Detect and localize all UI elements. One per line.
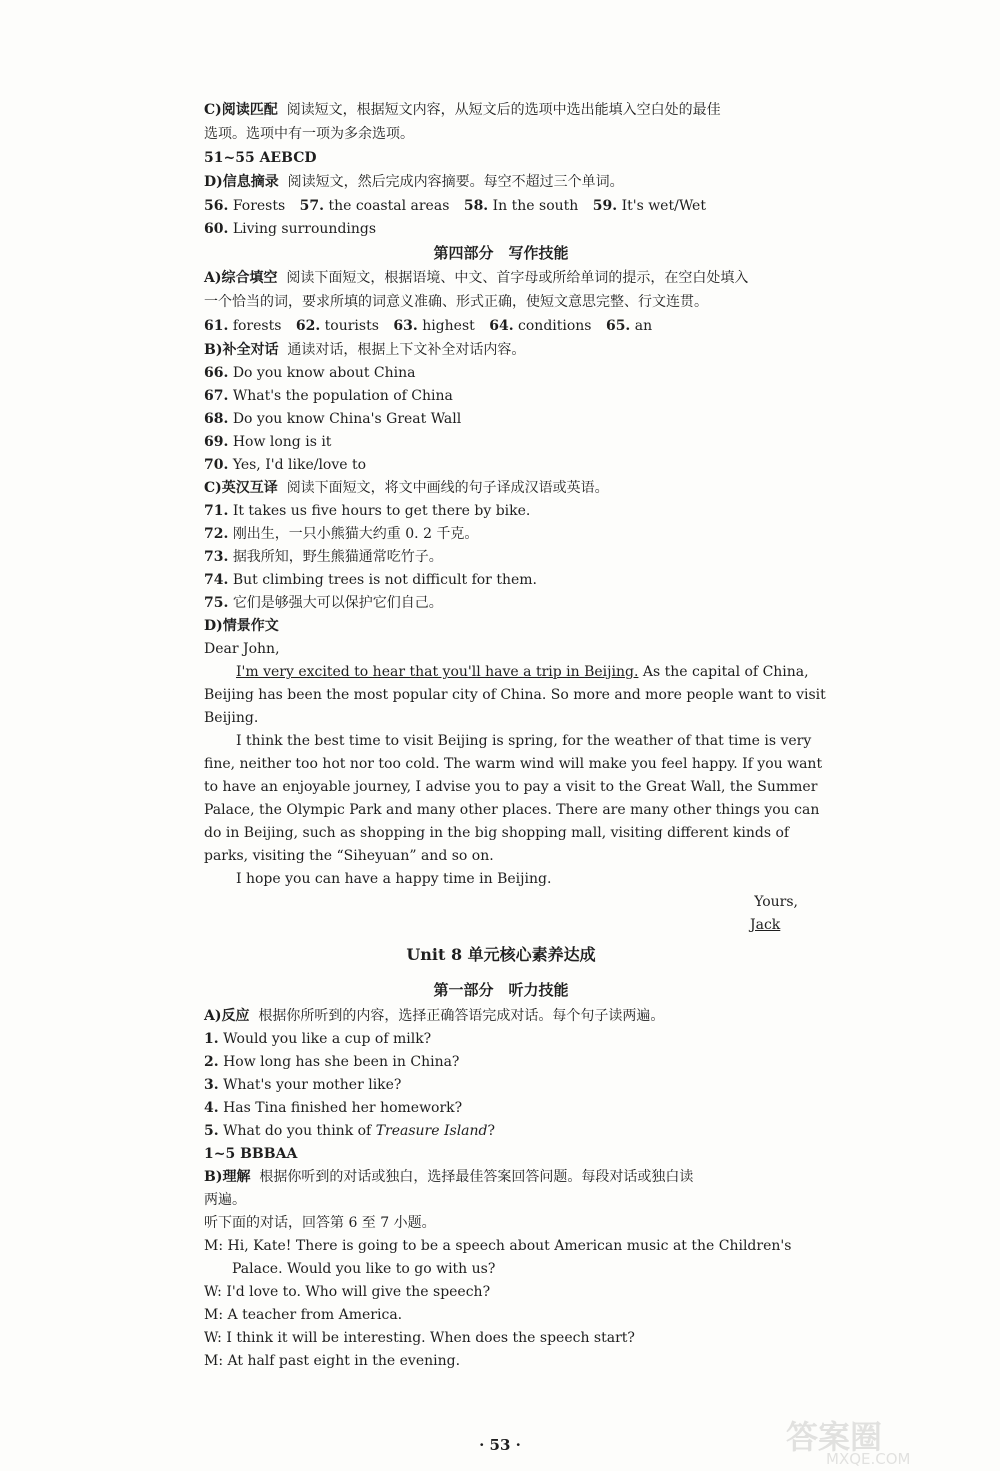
dialog-line: W: I'd love to. Who will give the speech?: [204, 1284, 491, 1300]
underlined-sentence: I'm very excited to hear that you'll have a trip in Beijing.: [236, 664, 639, 680]
letter-line: Palace, the Olympic Park and many other places. There are many other things you can: [204, 802, 820, 818]
section-u8b-instructions: B)理解 根据你听到的对话或独白，选择最佳答案回答问题。每段对话或独白读: [204, 1169, 694, 1185]
section-3c-instructions-cont: 选项。选项中有一项为多余选项。: [204, 126, 414, 142]
page-number: · 53 ·: [479, 1436, 521, 1454]
answer-74: 74. But climbing trees is not difficult for them.: [204, 572, 537, 588]
part-4-heading: 第四部分 写作技能: [433, 244, 569, 262]
letter-line: parks, visiting the “Siheyuan” and so on.: [204, 848, 494, 864]
section-4a-instructions: A)综合填空 阅读下面短文，根据语境、中文、首字母或所给单词的提示，在空白处填入: [204, 270, 749, 286]
answer-66: 66. Do you know about China: [204, 365, 416, 381]
dialog-intro: 听下面的对话，回答第 6 至 7 小题。: [204, 1215, 436, 1231]
question-4: 4. Has Tina finished her homework?: [204, 1100, 463, 1116]
answers-56-59: 56. Forests 57. the coastal areas 58. In the south 59. It's wet/Wet: [204, 198, 706, 214]
answer-73: 73. 据我所知，野生熊猫通常吃竹子。: [204, 549, 443, 565]
letter-line: Beijing has been the most popular city of China. So more and more people want to visit: [204, 687, 826, 703]
answer-70: 70. Yes, I'd like/love to: [204, 457, 367, 473]
dialog-line: M: At half past eight in the evening.: [204, 1353, 461, 1369]
letter-line: Beijing.: [204, 710, 259, 726]
section-title: A)反应: [204, 1008, 250, 1024]
section-u8b-instructions-cont: 两遍。: [204, 1192, 246, 1208]
section-title: C)阅读匹配: [204, 102, 278, 118]
letter-line: do in Beijing, such as shopping in the big shopping mall, visiting different kinds of: [204, 825, 790, 841]
section-title: B)补全对话: [204, 342, 279, 358]
section-4b-instructions: B)补全对话 通读对话，根据上下文补全对话内容。: [204, 342, 526, 358]
answer-67: 67. What's the population of China: [204, 388, 453, 404]
answers-61-65: 61. forests 62. tourists 63. highest 64. conditions 65. an: [204, 318, 653, 334]
section-3c-instructions: C)阅读匹配 阅读短文，根据短文内容，从短文后的选项中选出能填入空白处的最佳: [204, 102, 721, 118]
section-title: A)综合填空: [204, 270, 278, 286]
watermark-logo: [766, 1410, 986, 1468]
question-2: 2. How long has she been in China?: [204, 1054, 460, 1070]
letter-line: to have an enjoyable journey, I advise you to pay a visit to the Great Wall, the Summer: [204, 779, 818, 795]
letter-line: fine, neither too hot nor too cold. The warm wind will make you feel happy. If you want: [204, 756, 823, 772]
section-3d-instructions: D)信息摘录 阅读短文，然后完成内容摘要。每空不超过三个单词。: [204, 174, 624, 190]
answer-75: 75. 它们是够强大可以保护它们自己。: [204, 595, 443, 611]
section-4a-instructions-cont: 一个恰当的词，要求所填的词意义准确、形式正确，使短文意思完整、行文连贯。: [204, 294, 708, 310]
answer-51-55: 51~55 AEBCD: [204, 150, 317, 166]
question-5: 5. What do you think of Treasure Island?: [204, 1123, 496, 1139]
dialog-line: Palace. Would you like to go with us?: [232, 1261, 496, 1277]
dialog-line: W: I think it will be interesting. When does the speech start?: [204, 1330, 635, 1346]
watermark-text: 答案圈: [786, 1418, 883, 1456]
letter-closing: Yours,: [754, 894, 798, 910]
answer-60: 60. Living surroundings: [204, 221, 377, 237]
section-4d-title: D)情景作文: [204, 618, 279, 634]
dialog-line: M: A teacher from America.: [204, 1307, 403, 1323]
letter-line: I'm very excited to hear that you'll have a trip in Beijing. As the capital of China,: [236, 664, 809, 680]
answer-72: 72. 刚出生，一只小熊猫大约重 0. 2 千克。: [204, 526, 479, 542]
answer-69: 69. How long is it: [204, 434, 332, 450]
question-1: 1. Would you like a cup of milk?: [204, 1031, 432, 1047]
unit-title: Unit 8 单元核心素养达成: [406, 945, 596, 964]
section-4c-instructions: C)英汉互译 阅读下面短文，将文中画线的句子译成汉语或英语。: [204, 480, 609, 496]
section-title: C)英汉互译: [204, 480, 278, 496]
dialog-line: M: Hi, Kate! There is going to be a speech about American music at the Children's: [204, 1238, 792, 1254]
answer-1-5: 1~5 BBBAA: [204, 1146, 298, 1162]
letter-line: I hope you can have a happy time in Beijing.: [236, 871, 552, 887]
part-1-heading: 第一部分 听力技能: [433, 981, 569, 999]
letter-signature: Jack: [750, 917, 781, 933]
letter-line: I think the best time to visit Beijing is spring, for the weather of that time is very: [236, 733, 812, 749]
answer-71: 71. It takes us five hours to get there by bike.: [204, 503, 531, 519]
watermark-url: MXQE.COM: [826, 1450, 911, 1468]
question-3: 3. What's your mother like?: [204, 1077, 402, 1093]
section-u8a-instructions: A)反应 根据你所听到的内容，选择正确答语完成对话。每个句子读两遍。: [204, 1008, 665, 1024]
answer-68: 68. Do you know China's Great Wall: [204, 411, 462, 427]
section-title: B)理解: [204, 1169, 251, 1185]
section-title: D)信息摘录: [204, 174, 279, 190]
letter-greeting: Dear John,: [204, 641, 280, 657]
